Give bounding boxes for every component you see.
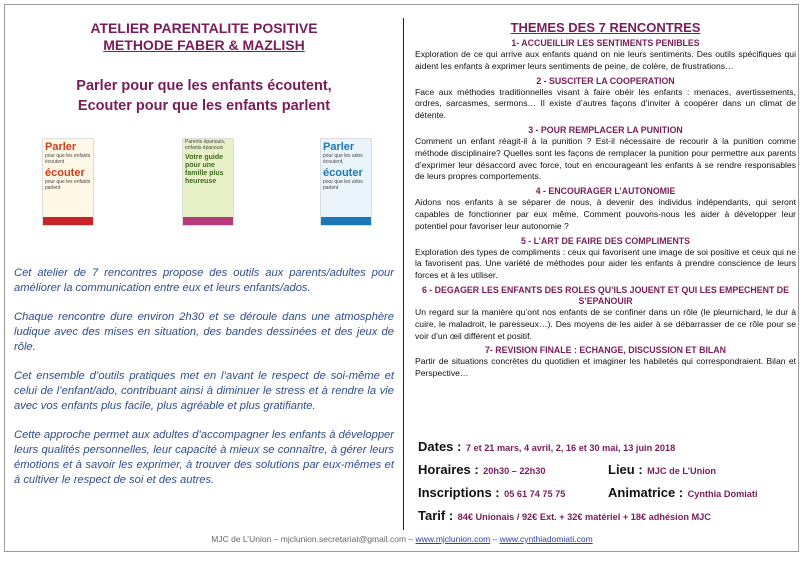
practical-info — [418, 438, 798, 530]
slogan-line-2: Ecouter pour que les enfants parlent — [77, 98, 331, 114]
theme-6-text: Un regard sur la manière qu’ont nos enfants de se confiner dans un rôle (le pleurnichard, le dur à cuire, le maladroit, le paresseux…). Des moyens de les aider à se débarrasser de ce rôle pour se voir d’un œil différent et positif. — [415, 306, 796, 341]
theme-7-heading: 7- REVISION FINALE : ECHANGE, DISCUSSION ET BILAN — [485, 345, 726, 356]
paragraph-3: Cet ensemble d’outils pratiques met en l’avant le respect de soi-même et celui de l’enfant/ado, contribuant ainsi à diminuer le stress et à rendre la vie avec vos enfants plus facile, plus agréable et plus gratifiante. — [14, 370, 394, 412]
book-cover-1 — [42, 138, 94, 226]
theme-5-heading: 5 - L’ART DE FAIRE DES COMPLIMENTS — [520, 235, 691, 246]
horaires-label: Horaires : — [418, 462, 479, 477]
book-1-band — [43, 217, 93, 225]
slogan — [14, 76, 394, 116]
cynthia-website-link[interactable]: www.cynthiadomiati.com — [499, 534, 593, 544]
tarif-value: 84€ Unionais / 92€ Ext. + 32€ matériel + 18€ adhésion MJC — [457, 512, 711, 522]
description — [14, 266, 394, 488]
book-3-sub2: pour que les ados parlent — [323, 179, 363, 191]
theme-7-text: Partir de situations concrètes du quotidien et imaginer les habiletés qui correspondraient. Bilan et Perspective… — [415, 356, 796, 379]
dates-row — [418, 438, 798, 461]
dates-label: Dates : — [418, 439, 462, 454]
paragraph-4: Cette approche permet aux adultes d’accompagner les enfants à développer leurs qualités personnelles, leur capacité à mieux se connaître, à gérer leurs émotions et à savoir les exprimer, à trouver des solutions par eux-mêmes et à cultiver le respect de soi et des autres. — [14, 429, 394, 486]
theme-2-text: Face aux méthodes traditionnelles visant à faire obéir les enfants : menaces, avertissements, ordres, sarcasmes, sermons… Il existe d’autres façons d’inviter à coopérer dans un climat de détente. — [415, 86, 796, 121]
phone-number[interactable]: 05 61 74 75 75 — [504, 489, 566, 499]
footer-contact: MJC de L’Union – mjclunion.secretariat@gmail.com – — [211, 534, 414, 544]
theme-5-text: Exploration des types de compliments : ceux qui favorisent une image de soi positive et ceux qui ne la favorisent pas. Une variété de méthodes pour aider les enfants à prendre conscience de leurs forces et à les utiliser. — [415, 246, 796, 281]
paragraph-2: Chaque rencontre dure environ 2h30 et se déroule dans une atmosphère ludique avec des mises en situation, des bandes dessinées et des jeux de rôle. — [14, 311, 394, 353]
theme-3-text: Comment un enfant réagit-il à la punition ? Est-il nécessaire de recourir à la punition comme méthode disciplinaire? Quelles sont les façons de remplacer la punition pour permettre aux parents d’exprimer leur désaccord avec force, tout en encourageant les enfants à se rendre responsables de leurs propres comportements. — [415, 135, 796, 182]
theme-1-heading: 1- ACCUEILLIR LES SENTIMENTS PENIBLES — [511, 38, 700, 48]
method-title: METHODE FABER & MAZLISH — [103, 37, 305, 53]
lieu-label: Lieu : — [608, 462, 643, 477]
workshop-title: ATELIER PARENTALITE POSITIVE — [90, 20, 318, 36]
book-cover-3 — [320, 138, 372, 226]
tarif-label: Tarif : — [418, 508, 454, 523]
inscriptions-row — [418, 484, 798, 507]
animatrice-value: Cynthia Domiati — [687, 489, 758, 499]
book-1-sub2: pour que les enfants parlent — [45, 179, 91, 191]
book-3-title: Parler — [323, 141, 355, 153]
footer — [0, 534, 804, 544]
animatrice-label: Animatrice : — [608, 485, 684, 500]
theme-3-heading: 3 - POUR REMPLACER LA PUNITION — [528, 124, 683, 135]
left-column — [14, 20, 394, 502]
book-covers — [14, 138, 394, 228]
book-2-band — [183, 217, 233, 225]
mjc-website-link[interactable]: www.mjclunion.com — [415, 534, 491, 544]
book-1-title2: écouter — [45, 167, 85, 179]
book-1-sub: pour que les enfants écoutent — [45, 153, 91, 165]
footer-separator: – — [492, 534, 498, 544]
theme-1-text: Exploration de ce qui arrive aux enfants quand on nie leurs sentiments. Des outils spécifiques qui aident les enfants à exprimer leurs sentiments de peine, de colère, de frustrations… — [415, 49, 796, 71]
column-divider — [403, 18, 404, 530]
theme-2-heading: 2 - SUSCITER LA COOPERATION — [536, 75, 675, 86]
book-2-sub: Parents épanouis, enfants épanouis — [185, 139, 226, 151]
horaires-value: 20h30 – 22h30 — [483, 466, 546, 476]
themes-title: THEMES DES 7 RENCONTRES — [510, 20, 701, 35]
book-3-band — [321, 217, 371, 225]
book-1-title: Parler — [45, 141, 77, 153]
slogan-line-1: Parler pour que les enfants écoutent, — [76, 78, 332, 94]
paragraph-1: Cet atelier de 7 rencontres propose des outils aux parents/adultes pour améliorer la communication entre eux et leurs enfants/ados. — [14, 267, 394, 294]
book-cover-2 — [182, 138, 234, 226]
right-column — [415, 20, 796, 383]
dates-value: 7 et 21 mars, 4 avril, 2, 16 et 30 mai, 13 juin 2018 — [465, 443, 676, 453]
horaires-row — [418, 461, 798, 484]
book-3-sub: pour que les ados écoutent, — [323, 153, 363, 165]
book-3-title2: écouter — [323, 167, 363, 179]
inscriptions-label: Inscriptions : — [418, 485, 500, 500]
theme-6-heading: 6 - DEGAGER LES ENFANTS DES ROLES QU’ILS JOUENT ET QUI LES EMPECHENT DE S’EPANOUIR — [421, 284, 790, 306]
tarif-row — [418, 507, 798, 530]
lieu-value: MJC de L’Union — [647, 466, 717, 476]
book-2-title: Votre guide pour une famille plus heureuse — [185, 154, 224, 185]
theme-4-text: Aidons nos enfants à se séparer de nous, à devenir des individus indépendants, qui seront capables de fonctionner par eux même. Comment pouvons-nous les aider à développer leur potentiel pour favoriser leur autonomie ? — [415, 197, 796, 231]
theme-4-heading: 4 - ENCOURAGER L’AUTONOMIE — [535, 186, 676, 197]
